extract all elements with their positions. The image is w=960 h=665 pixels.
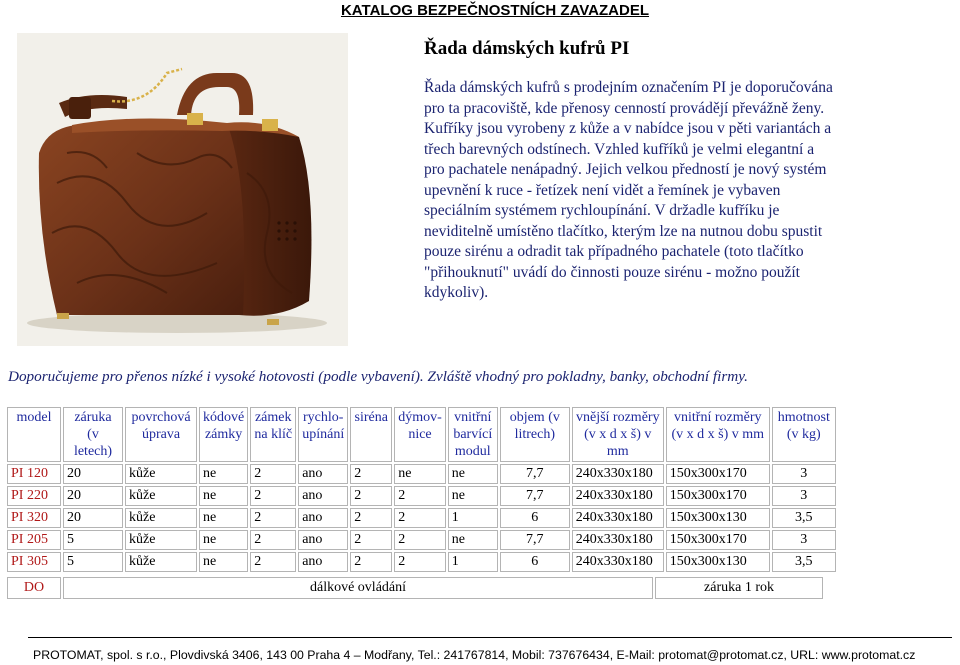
cell: ano (298, 530, 348, 550)
cell: ne (448, 486, 498, 506)
cell-model: PI 320 (7, 508, 61, 528)
cell: 3 (772, 464, 836, 484)
cell: 150x300x130 (666, 552, 770, 572)
spec-table (5, 405, 838, 574)
cell: 150x300x170 (666, 530, 770, 550)
header-model: model (7, 407, 61, 462)
option-table (5, 575, 825, 601)
table-header-row (7, 407, 836, 462)
catalog-header: KATALOG BEZPEČNOSTNÍCH ZAVAZADEL (340, 2, 650, 19)
cell: 2 (350, 530, 392, 550)
table-row (7, 464, 836, 484)
cell: 6 (500, 552, 570, 572)
option-row (7, 577, 823, 599)
table-row (7, 530, 836, 550)
option-code: DO (7, 577, 61, 599)
cell: 240x330x180 (572, 486, 664, 506)
cell: ano (298, 486, 348, 506)
cell: kůže (125, 552, 197, 572)
cell: 20 (63, 464, 123, 484)
cell-model: PI 205 (7, 530, 61, 550)
cell: 2 (250, 530, 296, 550)
cell: 2 (250, 552, 296, 572)
header-smoke: dýmov-nice (394, 407, 446, 462)
cell: 3,5 (772, 508, 836, 528)
cell: 6 (500, 508, 570, 528)
cell-model: PI 305 (7, 552, 61, 572)
cell: 240x330x180 (572, 464, 664, 484)
header-volume: objem (v litrech) (500, 407, 570, 462)
cell: 7,7 (500, 530, 570, 550)
header-inner-dims: vnitřní rozměry (v x d x š) v mm (666, 407, 770, 462)
header-quick-fasten: rychlo-upínání (298, 407, 348, 462)
option-name: dálkové ovládání (63, 577, 653, 599)
cell: ne (199, 530, 248, 550)
cell: ne (199, 508, 248, 528)
cell: 2 (394, 486, 446, 506)
cell: 240x330x180 (572, 508, 664, 528)
cell-model: PI 220 (7, 486, 61, 506)
cell: kůže (125, 486, 197, 506)
cell: 2 (350, 552, 392, 572)
header-siren: siréna (350, 407, 392, 462)
cell: 150x300x170 (666, 486, 770, 506)
cell: 3,5 (772, 552, 836, 572)
cell: 3 (772, 530, 836, 550)
cell: kůže (125, 464, 197, 484)
cell: 2 (350, 464, 392, 484)
cell: 5 (63, 552, 123, 572)
cell: kůže (125, 508, 197, 528)
cell: 2 (250, 464, 296, 484)
cell: 150x300x130 (666, 508, 770, 528)
cell: ne (199, 486, 248, 506)
cell: 2 (394, 530, 446, 550)
cell: 5 (63, 530, 123, 550)
cell: ano (298, 552, 348, 572)
cell: 2 (250, 508, 296, 528)
cell: 7,7 (500, 464, 570, 484)
cell: 1 (448, 508, 498, 528)
table-row (7, 552, 836, 572)
cell: 7,7 (500, 486, 570, 506)
cell: ne (448, 530, 498, 550)
cell: 3 (772, 486, 836, 506)
header-dye-module: vnitřní barvící modul (448, 407, 498, 462)
header-code-locks: kódové zámky (199, 407, 248, 462)
cell: 2 (250, 486, 296, 506)
header-warranty: záruka (v letech) (63, 407, 123, 462)
cell: 240x330x180 (572, 530, 664, 550)
cell: 20 (63, 486, 123, 506)
company-footer: PROTOMAT, spol. s r.o., Plovdivská 3406, 143 00 Praha 4 – Modřany, Tel.: 241767814, Mobil: 737676434, E-Mail: protomat@protomat.cz, URL: www.protomat.cz (33, 648, 916, 662)
product-title: Řada dámských kufrů PI (424, 38, 630, 59)
header-weight: hmotnost (v kg) (772, 407, 836, 462)
header-key-lock: zámek na klíč (250, 407, 296, 462)
cell: 240x330x180 (572, 552, 664, 572)
option-warranty: záruka 1 rok (655, 577, 823, 599)
cell: 2 (394, 508, 446, 528)
cell: ne (448, 464, 498, 484)
header-outer-dims: vnější rozměry (v x d x š) v mm (572, 407, 664, 462)
recommendation-text: Doporučujeme pro přenos nízké i vysoké hotovosti (podle vybavení). Zvláště vhodný pro pokladny, banky, obchodní firmy. (8, 368, 748, 385)
cell: 2 (394, 552, 446, 572)
cell: 2 (350, 486, 392, 506)
table-row (7, 508, 836, 528)
cell: 20 (63, 508, 123, 528)
footer-divider (28, 637, 952, 638)
table-row (7, 486, 836, 506)
cell: 150x300x170 (666, 464, 770, 484)
cell: ano (298, 508, 348, 528)
product-description: Řada dámských kufrů s prodejním označením PI je doporučována pro ta pracoviště, kde přenosy cenností provádějí převážně ženy. Kufříky jsou vyrobeny z kůže a v nabídce jsou v pěti variantách a třech barevných odstínech. Vzhled kufříků je velmi elegantní a pro pachatele nenápadný. Jejich velkou předností je nový systém upevnění k ruce - řetízek není vidět a řemínek je vybaven speciálním systémem rychloupínání. V držadle kufříku je neviditelně umístěno tlačítko, kterým lze na nutnou dobu spustit pouze sirénu a odradit tak případného pachatele (toto tlačítko "přihouknutí" uvádí do činnosti pouze sirénu - možno použít kdykoliv). (424, 79, 833, 301)
cell: ne (199, 552, 248, 572)
cell: 2 (350, 508, 392, 528)
cell: kůže (125, 530, 197, 550)
briefcase-photo (17, 33, 348, 346)
header-surface: povrchová úprava (125, 407, 197, 462)
cell: ne (199, 464, 248, 484)
cell: ano (298, 464, 348, 484)
cell-model: PI 120 (7, 464, 61, 484)
cell: 1 (448, 552, 498, 572)
cell: ne (394, 464, 446, 484)
